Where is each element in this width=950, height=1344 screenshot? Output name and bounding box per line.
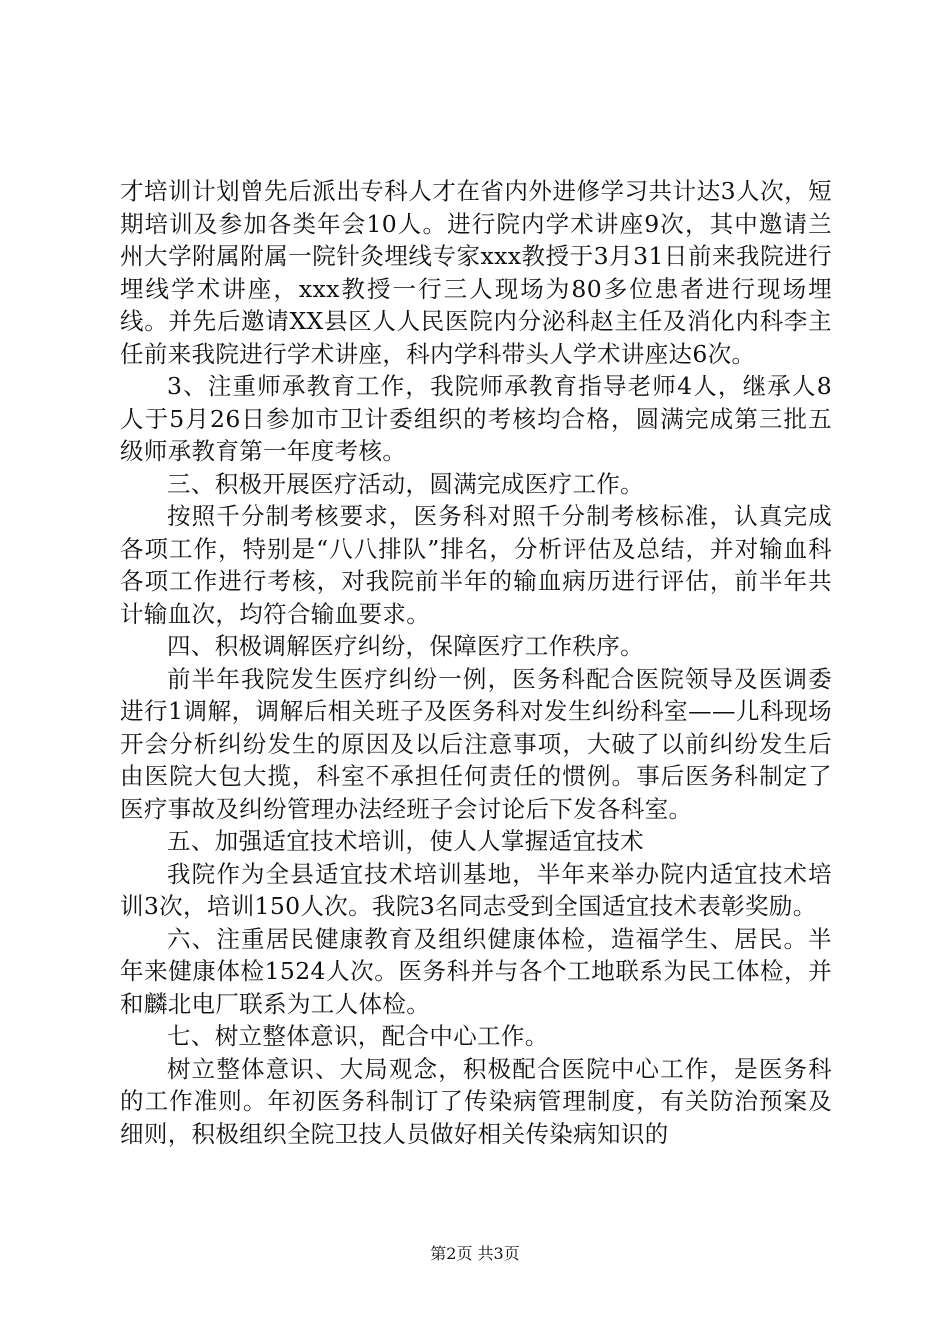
paragraph-continued: 才培训计划曾先后派出专科人才在省内外进修学习共计达3人次，短期培训及参加各类年会10人。进行院内学术讲座9次，其中邀请兰州大学附属附属一院针灸埋线专家xxx教授于3月31日前来我院进行埋线学术讲座，xxx教授一行三人现场为80多位患者进行现场埋线。并先后邀请XX县区人人民医院内分泌科赵主任及消化内科李主任前来我院进行学术讲座，科内学科带头人学术讲座达6次。 — [120, 177, 832, 368]
paragraph-medical-work: 按照千分制考核要求，医务科对照千分制考核标准，认真完成各项工作，特别是“八八排队”排名，分析评估及总结，并对输血科各项工作进行考核，对我院前半年的输血病历进行评估，前半年共计输血次，均符合输血要求。 — [120, 502, 832, 628]
section-heading-3: 三、积极开展医疗活动，圆满完成医疗工作。 — [167, 469, 644, 498]
paragraph-mentorship: 3、注重师承教育工作，我院师承教育指导老师4人，继承人8人于5月26日参加市卫计委组织的考核均合格，圆满完成第三批五级师承教育第一年度考核。 — [120, 372, 832, 465]
section-heading-4: 四、积极调解医疗纠纷，保障医疗工作秩序。 — [167, 632, 644, 660]
paragraph-training: 我院作为全县适宜技术培训基地，半年来举办院内适宜技术培训3次，培训150人次。我院3名同志受到全国适宜技术表彰奖励。 — [120, 859, 832, 920]
paragraph-overall-awareness: 树立整体意识、大局观念，积极配合医院中心工作，是医务科的工作准则。年初医务科制订了传染病管理制度，有关防治预案及细则，积极组织全院卫技人员做好相关传染病知识的 — [120, 1054, 832, 1148]
section-heading-5: 五、加强适宜技术培训，使人人掌握适宜技术 — [167, 827, 644, 855]
paragraph-health-checks: 六、注重居民健康教育及组织健康体检，造福学生、居民。半年来健康体检1524人次。医务科并与各个工地联系为民工体检，并和麟北电厂联系为工人体检。 — [120, 924, 832, 1018]
paragraph-disputes: 前半年我院发生医疗纠纷一例，医务科配合医院领导及医调委进行1调解，调解后相关班子及医务科对发生纠纷科室——儿科现场开会分析纠纷发生的原因及以后注意事项，大破了以前纠纷发生后由医院大包大揽，科室不承担任何责任的惯例。事后医务科制定了医疗事故及纠纷管理办法经班子会讨论后下发各科室。 — [120, 664, 832, 823]
document-body — [120, 175, 832, 1150]
page-number-footer: 第2页 共3页 — [430, 1244, 520, 1263]
section-heading-7: 七、树立整体意识，配合中心工作。 — [167, 1022, 549, 1050]
